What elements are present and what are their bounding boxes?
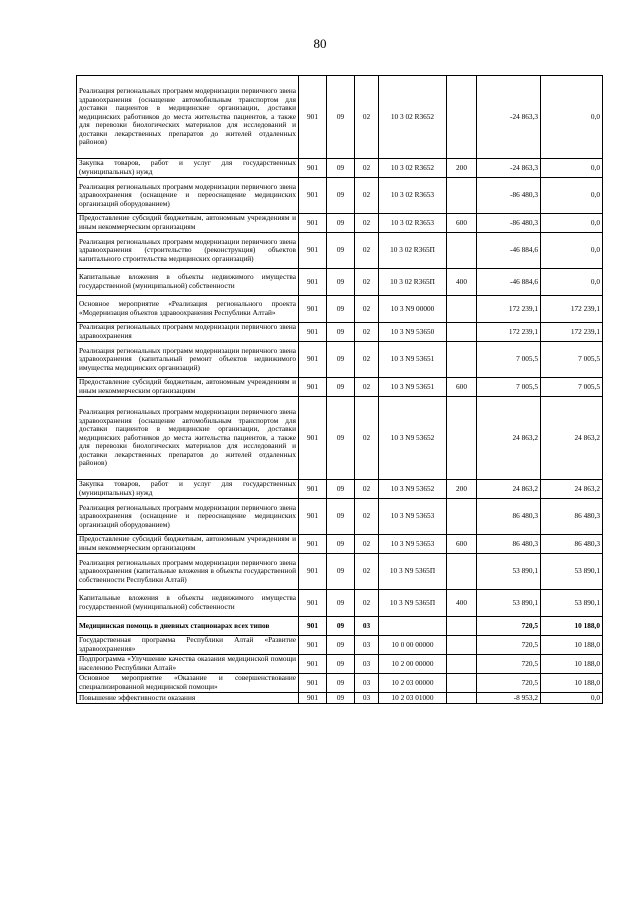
cell-ministry-code: 901	[299, 342, 327, 378]
table-row	[77, 159, 603, 178]
cell-ministry-code: 901	[299, 178, 327, 214]
cell-amount-1: -24 863,3	[477, 76, 541, 159]
cell-amount-2: 10 188,0	[541, 636, 603, 655]
cell-description: Предоставление субсидий бюджетным, автономным учреждениям и иным некоммерческим организациям	[77, 535, 299, 554]
cell-ministry-code: 901	[299, 590, 327, 617]
table-row	[77, 655, 603, 674]
cell-amount-2: 0,0	[541, 233, 603, 269]
cell-description: Закупка товаров, работ и услуг для государственных (муниципальных) нужд	[77, 159, 299, 178]
cell-amount-1: -46 884,6	[477, 269, 541, 296]
cell-section-code: 09	[327, 397, 355, 480]
cell-description: Реализация региональных программ модернизации первичного звена здравоохранения	[77, 323, 299, 342]
cell-amount-2: 0,0	[541, 693, 603, 704]
cell-amount-1: 7 005,5	[477, 378, 541, 397]
cell-amount-2: 10 188,0	[541, 617, 603, 636]
table-row	[77, 590, 603, 617]
cell-expense-type	[447, 76, 477, 159]
cell-amount-2: 172 239,1	[541, 296, 603, 323]
cell-section-code: 09	[327, 617, 355, 636]
cell-amount-2: 7 005,5	[541, 342, 603, 378]
cell-amount-2: 7 005,5	[541, 378, 603, 397]
cell-ministry-code: 901	[299, 159, 327, 178]
cell-expense-type	[447, 342, 477, 378]
cell-amount-2: 24 863,2	[541, 397, 603, 480]
cell-expense-type: 600	[447, 214, 477, 233]
cell-amount-1: -8 953,2	[477, 693, 541, 704]
cell-section-code: 09	[327, 378, 355, 397]
cell-target-article: 10 3 N9 53651	[379, 378, 447, 397]
cell-description: Закупка товаров, работ и услуг для государственных (муниципальных) нужд	[77, 480, 299, 499]
page-number: 80	[313, 36, 327, 51]
table-row	[77, 480, 603, 499]
cell-target-article: 10 3 02 R3652	[379, 76, 447, 159]
cell-description: Реализация региональных программ модернизации первичного звена здравоохранения (оснащение и переоснащение медицинских организаций оборудованием)	[77, 499, 299, 535]
cell-target-article: 10 2 03 01000	[379, 693, 447, 704]
cell-amount-2: 0,0	[541, 269, 603, 296]
cell-expense-type: 600	[447, 378, 477, 397]
cell-target-article: 10 3 N9 53650	[379, 323, 447, 342]
cell-ministry-code: 901	[299, 636, 327, 655]
cell-section-code: 09	[327, 590, 355, 617]
cell-section-code: 09	[327, 214, 355, 233]
cell-expense-type	[447, 554, 477, 590]
cell-subsection-code: 03	[355, 617, 379, 636]
cell-ministry-code: 901	[299, 269, 327, 296]
cell-ministry-code: 901	[299, 655, 327, 674]
cell-ministry-code: 901	[299, 76, 327, 159]
cell-expense-type	[447, 655, 477, 674]
cell-section-code: 09	[327, 296, 355, 323]
cell-target-article: 10 3 02 R3652	[379, 159, 447, 178]
cell-amount-1: 7 005,5	[477, 342, 541, 378]
cell-section-code: 09	[327, 342, 355, 378]
cell-subsection-code: 02	[355, 535, 379, 554]
table-row	[77, 296, 603, 323]
table-row	[77, 178, 603, 214]
cell-target-article: 10 3 N9 53653	[379, 535, 447, 554]
cell-amount-2: 0,0	[541, 76, 603, 159]
table-row	[77, 342, 603, 378]
table-row	[77, 269, 603, 296]
cell-amount-1: 720,5	[477, 655, 541, 674]
cell-expense-type	[447, 397, 477, 480]
cell-subsection-code: 02	[355, 178, 379, 214]
cell-description: Предоставление субсидий бюджетным, автономным учреждениям и иным некоммерческим организациям	[77, 378, 299, 397]
cell-amount-1: 720,5	[477, 674, 541, 693]
cell-expense-type	[447, 233, 477, 269]
cell-ministry-code: 901	[299, 480, 327, 499]
cell-subsection-code: 02	[355, 397, 379, 480]
cell-section-code: 09	[327, 535, 355, 554]
cell-ministry-code: 901	[299, 233, 327, 269]
cell-ministry-code: 901	[299, 323, 327, 342]
cell-target-article: 10 3 N9 5365П	[379, 554, 447, 590]
cell-description: Реализация региональных программ модернизации первичного звена здравоохранения (капитальный ремонт объектов недвижимого имущества медицинских организаций)	[77, 342, 299, 378]
cell-section-code: 09	[327, 674, 355, 693]
cell-section-code: 09	[327, 233, 355, 269]
cell-amount-1: 720,5	[477, 636, 541, 655]
cell-target-article: 10 3 02 R3653	[379, 178, 447, 214]
cell-amount-2: 53 890,1	[541, 590, 603, 617]
cell-description: Повышение эффективности оказания	[77, 693, 299, 704]
cell-amount-2: 0,0	[541, 214, 603, 233]
cell-subsection-code: 03	[355, 636, 379, 655]
cell-amount-1: 24 863,2	[477, 480, 541, 499]
cell-expense-type	[447, 693, 477, 704]
cell-expense-type: 200	[447, 480, 477, 499]
cell-section-code: 09	[327, 323, 355, 342]
cell-target-article: 10 3 02 R365П	[379, 269, 447, 296]
table-row	[77, 693, 603, 704]
cell-expense-type: 200	[447, 159, 477, 178]
table-row	[77, 397, 603, 480]
cell-amount-1: -86 480,3	[477, 214, 541, 233]
cell-ministry-code: 901	[299, 214, 327, 233]
cell-section-code: 09	[327, 159, 355, 178]
cell-subsection-code: 02	[355, 233, 379, 269]
table-row	[77, 674, 603, 693]
cell-amount-1: 86 480,3	[477, 499, 541, 535]
cell-subsection-code: 02	[355, 480, 379, 499]
cell-target-article: 10 3 N9 53652	[379, 480, 447, 499]
cell-amount-2: 172 239,1	[541, 323, 603, 342]
cell-expense-type: 600	[447, 535, 477, 554]
cell-expense-type: 400	[447, 269, 477, 296]
cell-ministry-code: 901	[299, 693, 327, 704]
cell-subsection-code: 02	[355, 269, 379, 296]
cell-section-code: 09	[327, 554, 355, 590]
cell-target-article: 10 3 N9 53652	[379, 397, 447, 480]
cell-section-code: 09	[327, 76, 355, 159]
cell-ministry-code: 901	[299, 378, 327, 397]
cell-description: Реализация региональных программ модернизации первичного звена здравоохранения (оснащение автомобильным транспортом для доставки пациентов в медицинские организации, доставки медицинских работников до места жительства пациентов, а также для перевозки биологических материалов для исследований и доставки лекарственных препаратов до жителей отдаленных районов)	[77, 397, 299, 480]
cell-subsection-code: 02	[355, 499, 379, 535]
cell-description: Основное мероприятие «Реализация регионального проекта «Модернизация объектов здравоохранения Республики Алтай»	[77, 296, 299, 323]
cell-subsection-code: 02	[355, 590, 379, 617]
table-row	[77, 378, 603, 397]
cell-target-article: 10 3 02 R365П	[379, 233, 447, 269]
cell-subsection-code: 02	[355, 159, 379, 178]
cell-amount-2: 53 890,1	[541, 554, 603, 590]
cell-section-code: 09	[327, 636, 355, 655]
cell-section-code: 09	[327, 655, 355, 674]
cell-description: Капитальные вложения в объекты недвижимого имущества государственной (муниципальной) собственности	[77, 269, 299, 296]
budget-table	[76, 75, 603, 704]
cell-ministry-code: 901	[299, 535, 327, 554]
cell-ministry-code: 901	[299, 554, 327, 590]
cell-amount-2: 24 863,2	[541, 480, 603, 499]
cell-amount-1: 53 890,1	[477, 554, 541, 590]
cell-amount-1: 172 239,1	[477, 296, 541, 323]
cell-target-article: 10 0 00 00000	[379, 636, 447, 655]
cell-target-article: 10 3 N9 5365П	[379, 590, 447, 617]
cell-description: Предоставление субсидий бюджетным, автономным учреждениям и иным некоммерческим организациям	[77, 214, 299, 233]
cell-ministry-code: 901	[299, 296, 327, 323]
cell-target-article: 10 3 N9 00000	[379, 296, 447, 323]
cell-expense-type	[447, 178, 477, 214]
cell-target-article: 10 2 03 00000	[379, 674, 447, 693]
cell-target-article: 10 2 00 00000	[379, 655, 447, 674]
table-row	[77, 76, 603, 159]
cell-description: Медицинская помощь в дневных стационарах всех типов	[77, 617, 299, 636]
cell-subsection-code: 03	[355, 655, 379, 674]
cell-amount-1: 53 890,1	[477, 590, 541, 617]
cell-subsection-code: 02	[355, 296, 379, 323]
cell-amount-1: 720,5	[477, 617, 541, 636]
cell-expense-type	[447, 499, 477, 535]
cell-expense-type	[447, 323, 477, 342]
cell-amount-2: 10 188,0	[541, 655, 603, 674]
cell-description: Реализация региональных программ модернизации первичного звена здравоохранения (капитальные вложения в объекты государственной собственности Республики Алтай)	[77, 554, 299, 590]
cell-amount-2: 0,0	[541, 159, 603, 178]
cell-amount-2: 86 480,3	[541, 535, 603, 554]
cell-ministry-code: 901	[299, 397, 327, 480]
cell-ministry-code: 901	[299, 617, 327, 636]
table-body	[77, 76, 603, 704]
cell-amount-1: -86 480,3	[477, 178, 541, 214]
cell-target-article: 10 3 N9 53653	[379, 499, 447, 535]
cell-subsection-code: 02	[355, 323, 379, 342]
cell-ministry-code: 901	[299, 499, 327, 535]
cell-subsection-code: 02	[355, 214, 379, 233]
cell-expense-type	[447, 636, 477, 655]
table-row	[77, 636, 603, 655]
table-row	[77, 499, 603, 535]
cell-target-article: 10 3 02 R3653	[379, 214, 447, 233]
cell-section-code: 09	[327, 269, 355, 296]
cell-amount-2: 10 188,0	[541, 674, 603, 693]
cell-description: Государственная программа Республики Алтай «Развитие здравоохранения»	[77, 636, 299, 655]
cell-expense-type	[447, 296, 477, 323]
cell-description: Реализация региональных программ модернизации первичного звена здравоохранения (оснащение автомобильным транспортом для доставки пациентов в медицинские организации, доставки медицинских работников до места жительства пациентов, а также для перевозки биологических материалов для исследований и доставки лекарственных препаратов до жителей отдаленных районов)	[77, 76, 299, 159]
cell-expense-type	[447, 674, 477, 693]
cell-section-code: 09	[327, 693, 355, 704]
cell-amount-1: 86 480,3	[477, 535, 541, 554]
table-row	[77, 535, 603, 554]
cell-amount-1: -24 863,3	[477, 159, 541, 178]
cell-subsection-code: 02	[355, 554, 379, 590]
table-row	[77, 617, 603, 636]
cell-section-code: 09	[327, 499, 355, 535]
cell-subsection-code: 03	[355, 674, 379, 693]
cell-description: Реализация региональных программ модернизации первичного звена здравоохранения (оснащение и переоснащение медицинских организаций оборудованием)	[77, 178, 299, 214]
cell-description: Подпрограмма «Улучшение качества оказания медицинской помощи населению Республики Алтай»	[77, 655, 299, 674]
cell-expense-type	[447, 617, 477, 636]
cell-description: Капитальные вложения в объекты недвижимого имущества государственной (муниципальной) собственности	[77, 590, 299, 617]
cell-amount-1: 24 863,2	[477, 397, 541, 480]
table-row	[77, 214, 603, 233]
cell-ministry-code: 901	[299, 674, 327, 693]
cell-amount-1: -46 884,6	[477, 233, 541, 269]
cell-amount-2: 0,0	[541, 178, 603, 214]
cell-target-article	[379, 617, 447, 636]
cell-target-article: 10 3 N9 53651	[379, 342, 447, 378]
cell-expense-type: 400	[447, 590, 477, 617]
table-row	[77, 323, 603, 342]
cell-subsection-code: 02	[355, 76, 379, 159]
table-row	[77, 554, 603, 590]
cell-amount-1: 172 239,1	[477, 323, 541, 342]
cell-description: Основное мероприятие «Оказание и совершенствование специализированной медицинской помощи»	[77, 674, 299, 693]
cell-subsection-code: 02	[355, 342, 379, 378]
cell-section-code: 09	[327, 480, 355, 499]
cell-subsection-code: 02	[355, 378, 379, 397]
cell-description: Реализация региональных программ модернизации первичного звена здравоохранения (строительство (реконструкция) объектов капитального строительства медицинских организаций)	[77, 233, 299, 269]
cell-subsection-code: 03	[355, 693, 379, 704]
cell-section-code: 09	[327, 178, 355, 214]
table-row	[77, 233, 603, 269]
cell-amount-2: 86 480,3	[541, 499, 603, 535]
